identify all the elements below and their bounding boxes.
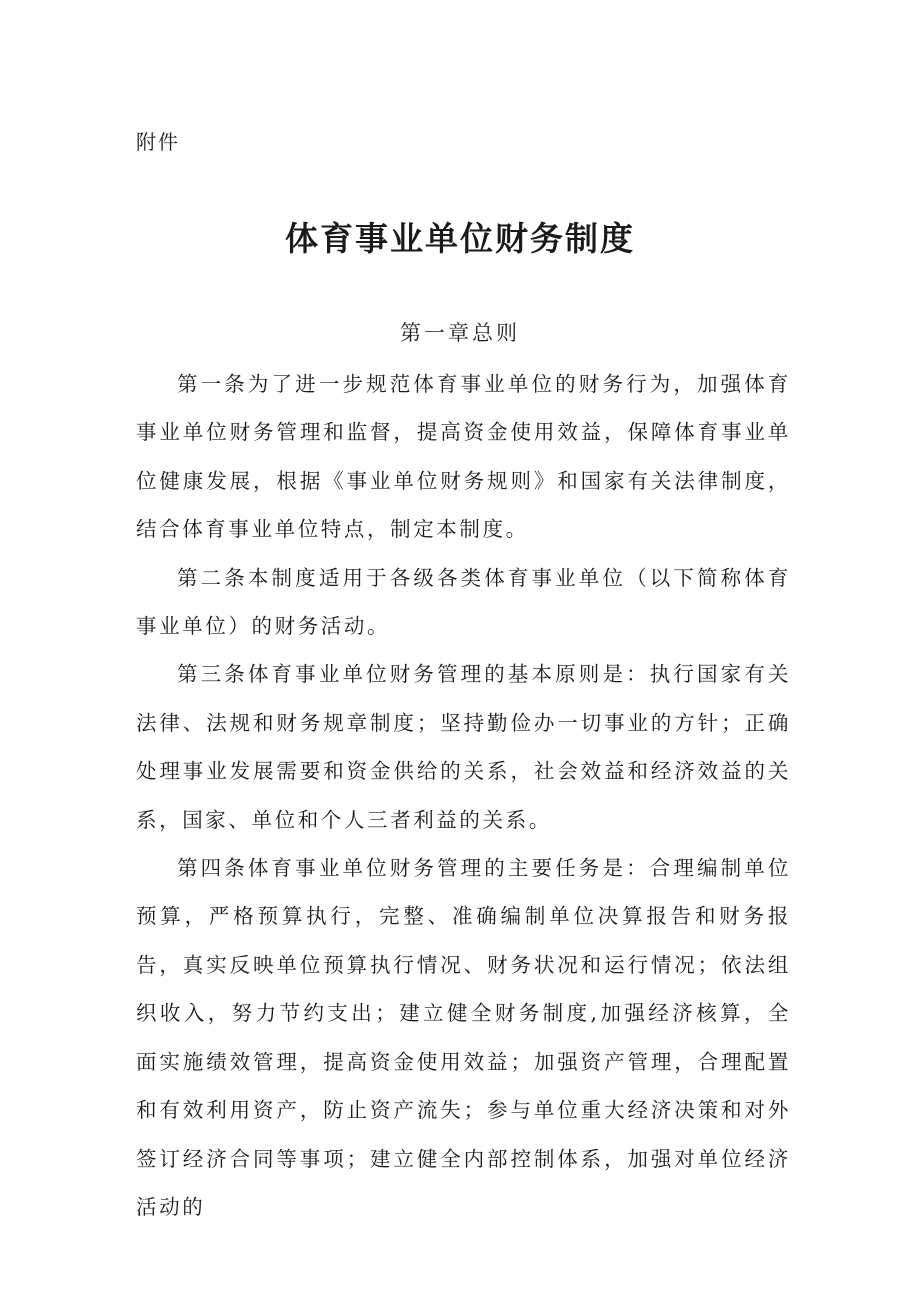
article-3-paragraph: 第三条体育事业单位财务管理的基本原则是：执行国家有关法律、法规和财务规章制度；坚持勤俭办一切事业的方针；正确处理事业发展需要和资金供给的关系，社会效益和经济效益的关系，国家、单位和个人三者利益的关系。 <box>136 662 791 832</box>
article-1-paragraph: 第一条为了进一步规范体育事业单位的财务行为，加强体育事业单位财务管理和监督，提高资金使用效益，保障体育事业单位健康发展，根据《事业单位财务规则》和国家有关法律制度，结合体育事业单位特点，制定本制度。 <box>136 372 791 542</box>
document-body <box>136 360 791 1231</box>
article-4-paragraph: 第四条体育事业单位财务管理的主要任务是：合理编制单位预算，严格预算执行，完整、准确编制单位决算报告和财务报告，真实反映单位预算执行情况、财务状况和运行情况；依法组织收入，努力节约支出；建立健全财务制度,加强经济核算，全面实施绩效管理，提高资金使用效益；加强资产管理，合理配置和有效利用资产，防止资产流失；参与单位重大经济决策和对外签订经济合同等事项；建立健全内部控制体系，加强对单位经济活动的 <box>136 856 791 1219</box>
chapter-heading: 第一章总则 <box>400 321 520 345</box>
article-2-paragraph: 第二条本制度适用于各级各类体育事业单位（以下简称体育事业单位）的财务活动。 <box>136 565 791 639</box>
attachment-label: 附件 <box>136 130 180 154</box>
document-title: 体育事业单位财务制度 <box>285 219 635 258</box>
